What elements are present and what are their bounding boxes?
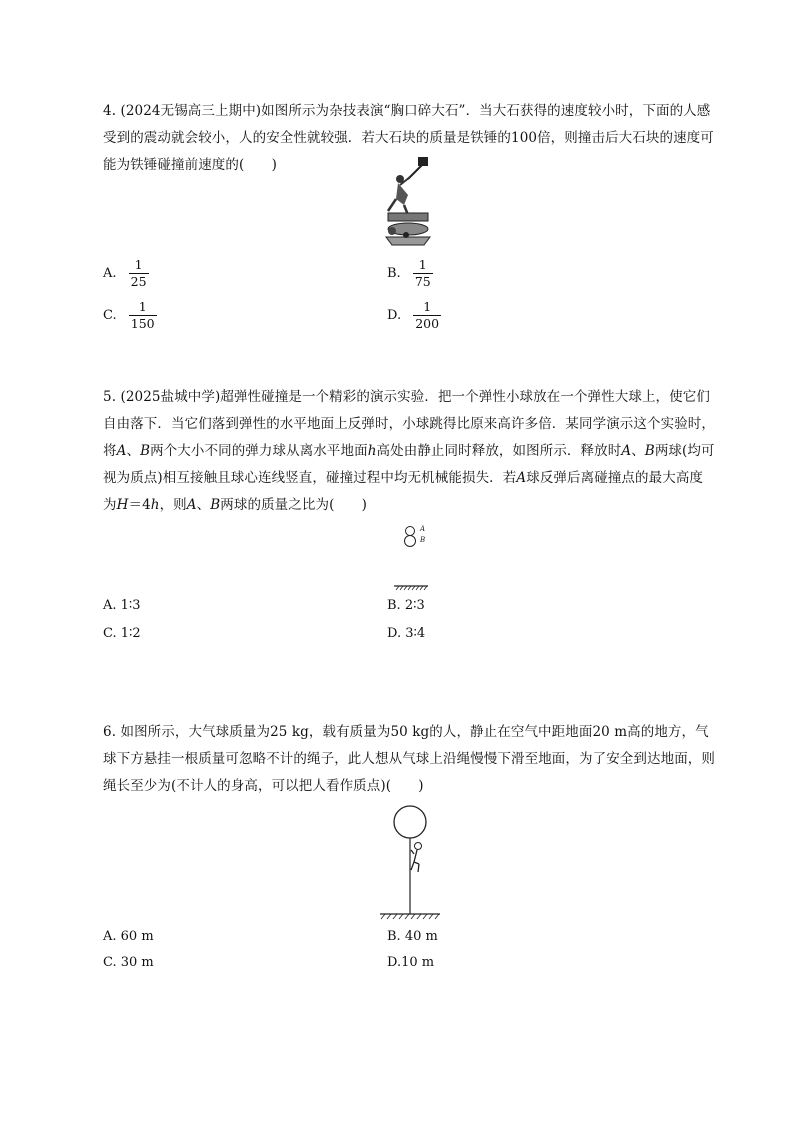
- q4-option-b[interactable]: B. $\frac{1}{75}$: [387, 257, 431, 289]
- q5-option-b[interactable]: B. 2∶3: [387, 598, 425, 613]
- fraction: $\frac{1}{200}$: [415, 299, 440, 331]
- fraction: $\frac{1}{75}$: [414, 257, 431, 289]
- q4-option-a[interactable]: A. $\frac{1}{25}$: [103, 257, 147, 289]
- fraction: $\frac{1}{25}$: [130, 257, 147, 289]
- q4-option-c[interactable]: C. $\frac{1}{150}$: [103, 299, 155, 331]
- ball-a: [406, 527, 415, 536]
- question-4-stem: 4. (2024无锡高三上期中)如图所示为杂技表演“胸口碎大石”．当大石获得的速度较小时，下面的人感受到的震动就会较小，人的安全性就较强．若大石块的质量是铁锤的100倍，则撞击后大石块的速度可能为铁锤碰撞前速度的( ): [103, 103, 714, 173]
- two-balls-figure: [390, 522, 440, 594]
- fraction: $\frac{1}{150}$: [130, 299, 155, 331]
- balloon: [394, 806, 426, 838]
- ball-b: [405, 536, 416, 547]
- q6-option-a[interactable]: A. 60 m: [103, 929, 154, 944]
- q6-option-b[interactable]: B. 40 m: [387, 929, 438, 944]
- chest-stone-figure: [378, 155, 442, 247]
- ball-b-label: B: [420, 536, 426, 544]
- question-5-text: [103, 384, 715, 519]
- q5-option-d[interactable]: D. 3∶4: [387, 626, 426, 641]
- q4-option-d[interactable]: D. $\frac{1}{200}$: [387, 299, 440, 331]
- q5-option-c[interactable]: C. 1∶2: [103, 626, 141, 641]
- question-5-stem: 5. (2025盐城中学)超弹性碰撞是一个精彩的演示实验．把一个弹性小球放在一个弹性大球上，使它们自由落下．当它们落到弹性的水平地面上反弹时，小球跳得比原来高许多倍．某同学演示这个实验时，将A、B两个大小不同的弹力球从离水平地面h高处由静止同时释放，如图所示．释放时A、B两球(均可视为质点)相互接触且球心连线竖直，碰撞过程中均无机械能损失．若A球反弹后离碰撞点的最大高度为H＝4h，则A、B两球的质量之比为( ): [103, 389, 715, 513]
- q5-option-a[interactable]: A. 1∶3: [103, 598, 141, 613]
- balloon-figure: [378, 800, 444, 924]
- q6-option-c[interactable]: C. 30 m: [103, 955, 154, 970]
- question-6-stem: 6. 如图所示，大气球质量为25 kg，载有质量为50 kg的人，静止在空气中距地面20 m高的地方，气球下方悬挂一根质量可忽略不计的绳子，此人想从气球上沿绳慢慢下滑至地面，为了安全到达地面，则绳长至少为(不计人的身高，可以把人看作质点)( ): [103, 724, 715, 794]
- question-6-text: [103, 719, 715, 800]
- q6-option-d[interactable]: D.10 m: [387, 955, 435, 970]
- ball-a-label: A: [420, 525, 426, 533]
